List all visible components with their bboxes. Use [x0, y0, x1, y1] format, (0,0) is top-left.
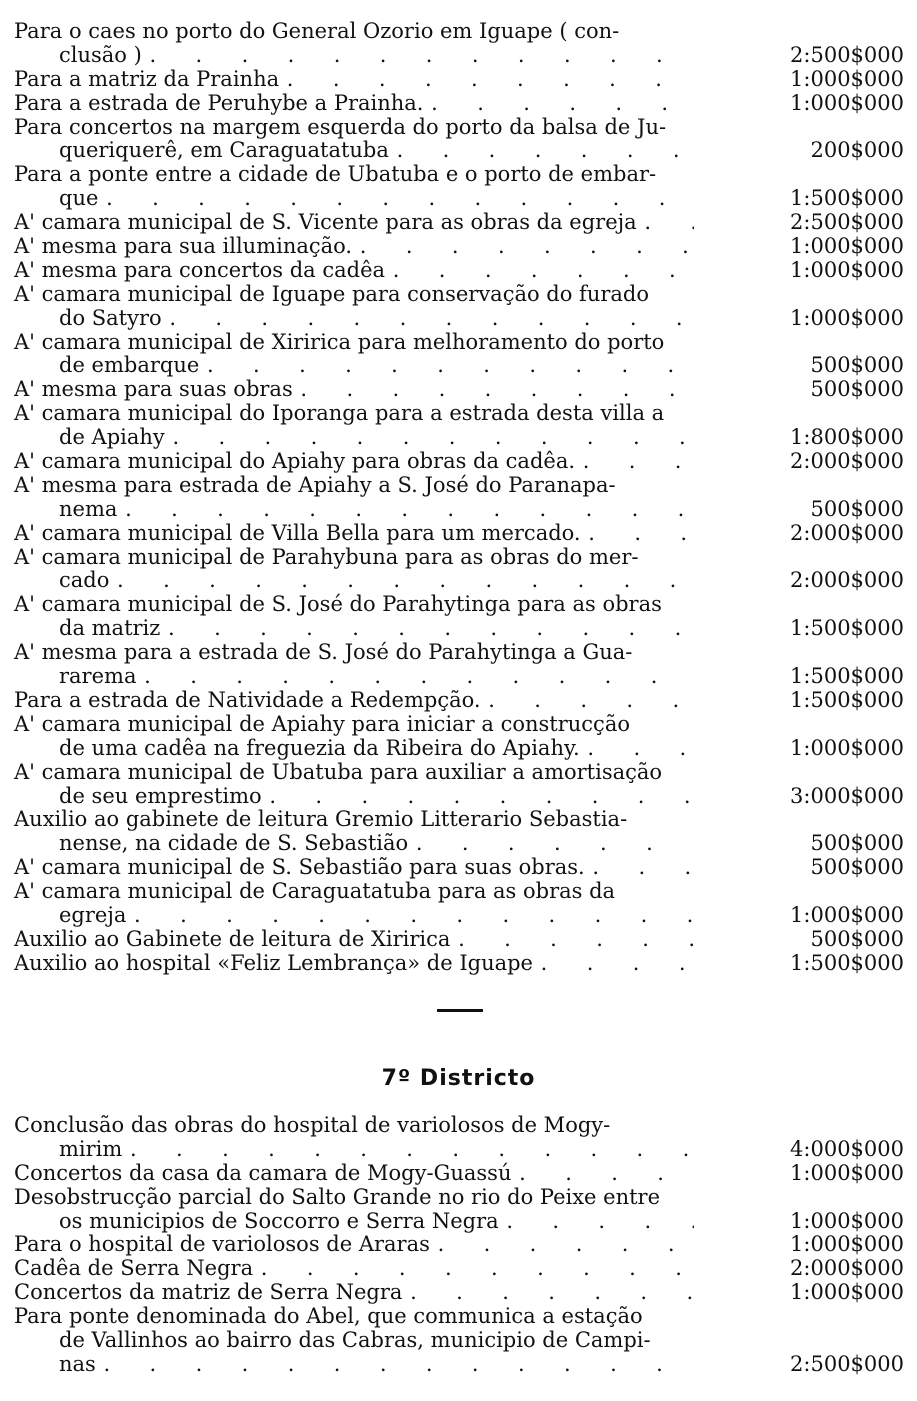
entry-amount: 500$000 — [810, 926, 904, 951]
entry-description: Cadêa de Serra Negra . — [14, 1257, 694, 1281]
appropriation-entry — [14, 522, 904, 546]
entry-amount: 1:500$000 — [790, 616, 904, 641]
appropriation-entry — [14, 163, 904, 211]
entry-description-continued: de Apiahy . — [14, 426, 694, 450]
entry-description: A' camara municipal de Parahybuna para as obras do mer- — [14, 544, 639, 569]
entry-description-continued: os municipios de Soccorro e Serra Negra . — [14, 1210, 694, 1234]
appropriation-entry — [14, 641, 904, 689]
appropriation-entry — [14, 593, 904, 641]
entry-description: Auxilio ao Gabinete de leitura de Xiririca . — [14, 928, 694, 952]
entry-description: A' mesma para concertos da cadêa . — [14, 259, 694, 283]
entry-amount: 500$000 — [810, 353, 904, 378]
entry-description: A' camara municipal de Caraguatatuba para as obras da — [14, 879, 616, 904]
appropriation-entry — [14, 546, 904, 594]
appropriation-entry — [14, 474, 904, 522]
entry-description-continued: egreja . — [14, 904, 694, 928]
entry-description-continued: mirim . — [14, 1138, 694, 1162]
entry-amount: 200$000 — [810, 138, 904, 163]
entry-description: Auxilio ao gabinete de leitura Gremio Litterario Sebastia- — [14, 807, 628, 832]
entry-amount: 1:000$000 — [790, 66, 904, 91]
appropriation-entry — [14, 211, 904, 235]
district-heading: 7º Districto — [381, 1066, 536, 1091]
entry-amount: 1:500$000 — [790, 950, 904, 975]
entry-description-continued: clusão ) . — [14, 44, 694, 68]
entry-description: A' camara municipal do Apiahy para obras da cadêa. . — [14, 450, 694, 474]
entry-amount: 2:500$000 — [790, 210, 904, 235]
appropriation-entry — [14, 283, 904, 331]
entry-amount: 1:500$000 — [790, 664, 904, 689]
entry-amount: 1:000$000 — [790, 1208, 904, 1233]
entry-amount: 1:000$000 — [790, 90, 904, 115]
appropriation-entry — [14, 1305, 904, 1377]
entry-description: A' camara municipal de Villa Bella para um mercado. . — [14, 522, 694, 546]
appropriation-entry — [14, 880, 904, 928]
entry-description-continued: nas . — [14, 1353, 694, 1377]
entry-description-continued: do Satyro . — [14, 307, 694, 331]
entry-amount: 2:000$000 — [790, 1256, 904, 1281]
entry-amount: 1:000$000 — [790, 305, 904, 330]
appropriation-entry — [14, 331, 904, 379]
entry-amount: 1:000$000 — [790, 1280, 904, 1305]
entry-amount: 2:000$000 — [790, 449, 904, 474]
appropriation-entry — [14, 235, 904, 259]
entry-description: A' mesma para sua illuminação. . — [14, 235, 694, 259]
entry-description: Desobstrucção parcial do Salto Grande no rio do Peixe entre — [14, 1184, 661, 1209]
entry-description-continued: de Vallinhos ao bairro das Cabras, municipio de Campi- — [59, 1328, 651, 1353]
entry-description: Para concertos na margem esquerda do porto da balsa de Ju- — [14, 114, 667, 139]
entry-description: A' camara municipal de S. José do Parahytinga para as obras — [14, 592, 662, 617]
appropriation-entry — [14, 1257, 904, 1281]
entry-amount: 500$000 — [810, 496, 904, 521]
appropriation-entry — [14, 68, 904, 92]
appropriation-entry — [14, 1186, 904, 1234]
appropriations-list — [14, 20, 904, 976]
entry-amount: 1:000$000 — [790, 735, 904, 760]
entry-amount: 1:000$000 — [790, 902, 904, 927]
entry-description: Auxilio ao hospital «Feliz Lembrança» de Iguape . — [14, 952, 694, 976]
entry-description: A' camara municipal de Xiririca para melhoramento do porto — [14, 329, 665, 354]
entry-amount: 500$000 — [810, 831, 904, 856]
entry-description: A' mesma para estrada de Apiahy a S. José do Paranapa- — [14, 472, 616, 497]
entry-amount: 500$000 — [810, 377, 904, 402]
section-divider — [437, 1009, 483, 1012]
entry-amount: 500$000 — [810, 855, 904, 880]
appropriation-entry — [14, 1281, 904, 1305]
appropriation-entry — [14, 808, 904, 856]
appropriation-entry — [14, 761, 904, 809]
entry-description-continued: queriquerê, em Caraguatatuba . — [14, 139, 694, 163]
entry-description: A' mesma para a estrada de S. José do Parahytinga a Gua- — [14, 640, 633, 665]
entry-description-continued: que . — [14, 187, 694, 211]
entry-description: Concertos da casa da camara de Mogy-Guassú . — [14, 1162, 694, 1186]
appropriation-entry — [14, 116, 904, 164]
entry-description: Concertos da matriz de Serra Negra . — [14, 1281, 694, 1305]
appropriation-entry — [14, 952, 904, 976]
appropriation-entry — [14, 450, 904, 474]
entry-description: A' camara municipal de S. Vicente para as obras da egreja . — [14, 211, 694, 235]
appropriation-entry — [14, 20, 904, 68]
entry-amount: 3:000$000 — [790, 783, 904, 808]
entry-amount: 4:000$000 — [790, 1136, 904, 1161]
entry-description: A' camara municipal de Iguape para conservação do furado — [14, 281, 650, 306]
entry-description: Para a matriz da Prainha . — [14, 68, 694, 92]
entry-amount: 1:000$000 — [790, 257, 904, 282]
entry-description-continued: cado . — [14, 569, 694, 593]
entry-amount: 2:500$000 — [790, 1351, 904, 1376]
entry-description-continued: de uma cadêa na freguezia da Ribeira do Apiahy. . — [14, 737, 694, 761]
appropriation-entry — [14, 92, 904, 116]
appropriation-entry — [14, 259, 904, 283]
entry-description-continued: rarema . — [14, 665, 694, 689]
entry-description: Para a estrada de Peruhybe a Prainha. . — [14, 92, 694, 116]
entry-amount: 2:000$000 — [790, 520, 904, 545]
entry-description: A' camara municipal de Ubatuba para auxiliar a amortisação — [14, 759, 663, 784]
appropriation-entry — [14, 1114, 904, 1162]
appropriation-entry — [14, 713, 904, 761]
entry-description-continued: da matriz . — [14, 617, 694, 641]
entry-description: Para ponte denominada do Abel, que communica a estação — [14, 1304, 643, 1329]
entry-description: Para a estrada de Natividade a Redempção. . — [14, 689, 694, 713]
entry-description: A' camara municipal de Apiahy para iniciar a construcção — [14, 711, 630, 736]
entry-amount: 1:500$000 — [790, 186, 904, 211]
entry-description: Para o caes no porto do General Ozorio em Iguape ( con- — [14, 19, 620, 43]
entry-description: A' camara municipal do Iporanga para a estrada desta villa a — [14, 401, 665, 426]
entry-description: Conclusão das obras do hospital de variolosos de Mogy- — [14, 1113, 611, 1137]
entry-amount: 1:800$000 — [790, 425, 904, 450]
entry-description: Para a ponte entre a cidade de Ubatuba e o porto de embar- — [14, 162, 657, 187]
entry-description-continued: nense, na cidade de S. Sebastião . — [14, 832, 694, 856]
entry-description-continued: de embarque . — [14, 354, 694, 378]
entry-description-continued: de seu emprestimo . — [14, 785, 694, 809]
entry-description-continued: nema . — [14, 498, 694, 522]
entry-amount: 1:000$000 — [790, 1232, 904, 1257]
entry-description: A' camara municipal de S. Sebastião para suas obras. . — [14, 856, 694, 880]
appropriation-entry — [14, 1162, 904, 1186]
district-7-list — [14, 1114, 904, 1377]
entry-amount: 2:500$000 — [790, 42, 904, 67]
entry-amount: 1:000$000 — [790, 1160, 904, 1185]
entry-amount: 1:000$000 — [790, 234, 904, 259]
appropriation-entry — [14, 856, 904, 880]
entry-amount: 2:000$000 — [790, 568, 904, 593]
appropriation-entry — [14, 928, 904, 952]
appropriation-entry — [14, 1233, 904, 1257]
entry-amount: 1:500$000 — [790, 687, 904, 712]
appropriation-entry — [14, 689, 904, 713]
appropriation-entry — [14, 402, 904, 450]
entry-description: A' mesma para suas obras . — [14, 378, 694, 402]
appropriation-entry — [14, 378, 904, 402]
entry-description: Para o hospital de variolosos de Araras . — [14, 1233, 694, 1257]
